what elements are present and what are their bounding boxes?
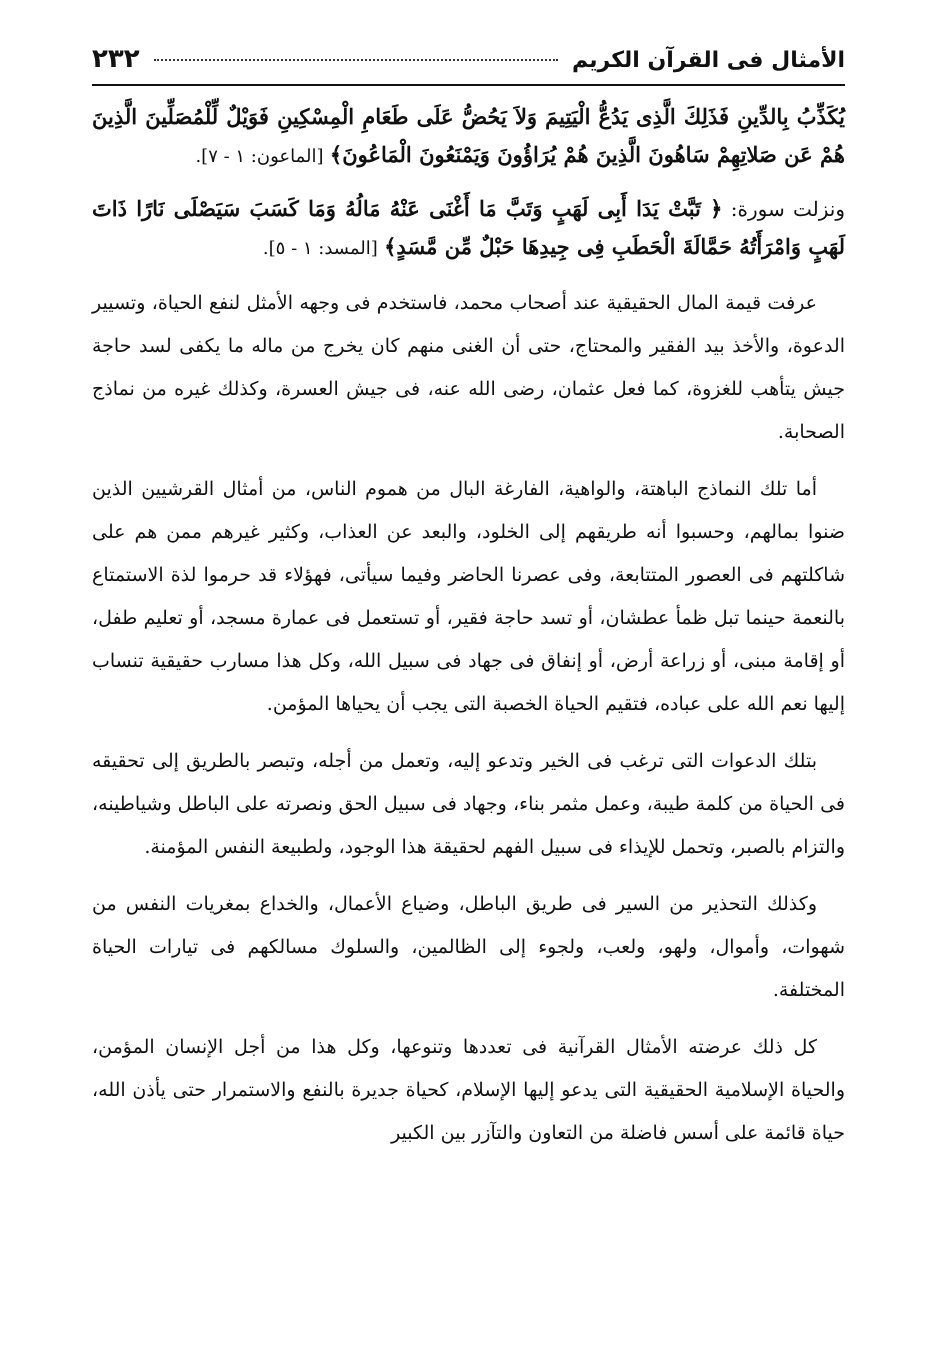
verse-intro-text: ونزلت سورة: [730, 197, 845, 221]
quran-verse-masad: ﴿ تَبَّتْ يَدَا أَبِى لَهَبٍ وَتَبَّ مَا أَغْنَى عَنْهُ مَالُهُ وَمَا كَسَبَ سَيَصْلَى نَارًا ذَاتَ لَهَبٍ وَامْرَأَتُهُ حَمَّالَةَ الْحَطَبِ فِى جِيدِهَا حَبْلٌ مِّن مَّسَدٍ﴾ [92, 196, 845, 259]
paragraph: عرفت قيمة المال الحقيقية عند أصحاب محمد، فاستخدم فى وجهه الأمثل لنفع الحياة، وتسيير الدعوة، والأخذ بيد الفقير والمحتاج، حتى أن الغنى منهم كان يخرج من ماله ما يكفى لسد حاجة جيش يتأهب للغزوة، كما فعل عثمان، رضى الله عنه، فى جيش العسرة، وكذلك غيره من نماذج الصحابة. [92, 292, 845, 443]
page-number: ٢٣٢ [92, 44, 140, 74]
quran-citation-maun [92, 98, 845, 176]
running-title: الأمثال فى القرآن الكريم [572, 48, 845, 73]
page-header [92, 44, 845, 86]
header-dot-leader [154, 59, 558, 61]
paragraph: أما تلك النماذج الباهتة، والواهية، الفارغة البال من هموم الناس، من أمثال القرشيين الذين ضنوا بمالهم، وحسبوا أنه طريقهم إلى الخلود، والبعد عن العذاب، وكثير غيرهم ممن هم على شاكلتهم فى العصور المتتابعة، وفى عصرنا الحاضر وفيما سيأتى، فهؤلاء قد حرموا لذة الاستمتاع بالنعمة حينما تبل ظمأ عطشان، أو تسد حاجة فقير، أو تستعمل فى عمارة مسجد، أو تعليم طفل، أو إقامة مبنى، أو زراعة أرض، أو إنفاق فى جهاد فى سبيل الله، وكل هذا مسارب حقيقية تنساب إليها نعم الله على عباده، فتقيم الحياة الخصبة التى يجب أن يحياها المؤمن. [92, 478, 845, 715]
paragraph: وكذلك التحذير من السير فى طريق الباطل، وضياع الأعمال، والخداع بمغريات النفس من شهوات، وأموال، ولهو، ولعب، ولجوء إلى الظالمين، والسلوك مسالكهم فى تيارات الحياة المختلفة. [92, 893, 845, 1001]
running-title-wrap [140, 48, 845, 73]
verse-reference-masad: [المسد: ١ - ٥]. [262, 238, 378, 259]
quran-verse-maun: يُكَذِّبُ بِالدِّينِ فَذَلِكَ الَّذِى يَدُعُّ الْيَتِيمَ وَلاَ يَحُضُّ عَلَى طَعَامِ الْمِسْكِينِ فَوَيْلٌ لِّلْمُصَلِّينَ الَّذِينَ هُمْ عَن صَلاتِهِمْ سَاهُونَ الَّذِينَ هُمْ يُرَاؤُونَ وَيَمْنَعُونَ الْمَاعُونَ﴾ [92, 104, 845, 167]
page-body [92, 98, 845, 1155]
paragraph: بتلك الدعوات التى ترغب فى الخير وتدعو إليه، وتعمل من أجله، وتبصر بالطريق إلى تحقيقه فى الحياة من كلمة طيبة، وعمل مثمر بناء، وجهاد فى سبيل الحق ونصرته على الباطل وشياطينه، والتزام بالصبر، وتحمل للإيذاء فى سبيل الفهم لحقيقة هذا الوجود، ولطبيعة النفس المؤمنة. [92, 750, 845, 858]
paragraph: كل ذلك عرضته الأمثال القرآنية فى تعددها وتنوعها، وكل هذا من أجل الإنسان المؤمن، والحياة الإسلامية الحقيقية التى يدعو إليها الإسلام، كحياة جديرة بالنفع والاستمرار حتى يأذن الله، حياة قائمة على أسس فاضلة من التعاون والتآزر بين الكبير [92, 1036, 845, 1144]
quran-citation-masad [92, 190, 845, 268]
verse-reference-maun: [الماعون: ١ - ٧]. [195, 146, 324, 167]
